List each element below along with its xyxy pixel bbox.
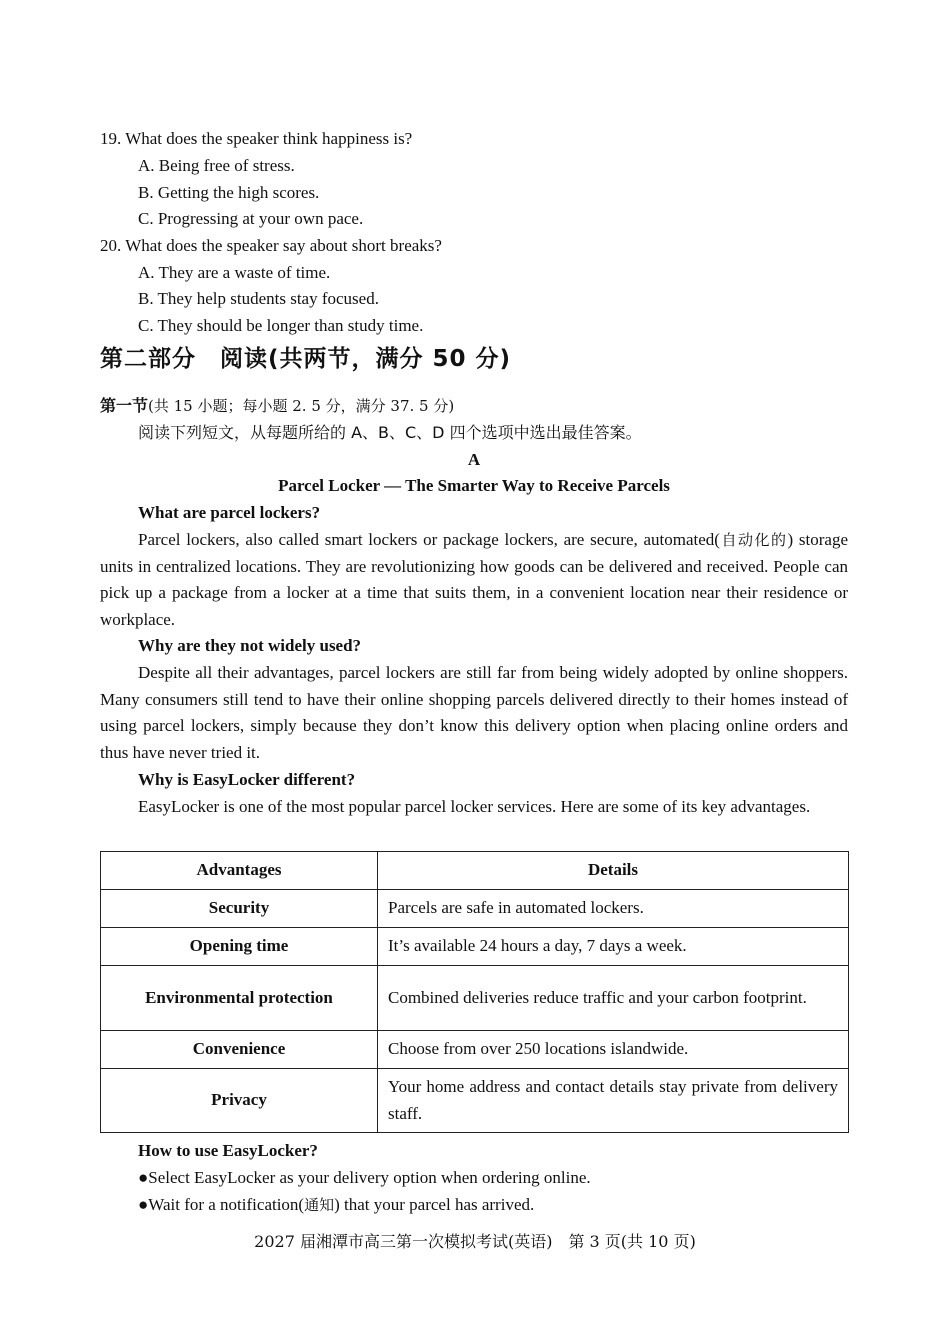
- table-cell-value: Combined deliveries reduce traffic and your carbon footprint.: [378, 966, 849, 1031]
- page-footer: 2027 届湘潭市高三第一次模拟考试(英语) 第 3 页(共 10 页): [254, 1232, 696, 1251]
- bullet-select-option: ●Select EasyLocker as your delivery option when ordering online.: [138, 1168, 591, 1187]
- paragraph-1-part-b: ) storage units in centralized locations. They are revolutionizing how goods can be delivered and received. People can pick up a package from a locker at a time that suits them, in a convenient location near their residence or workplace.: [100, 530, 848, 629]
- section-instruction: 阅读下列短文，从每题所给的 A、B、C、D 四个选项中选出最佳答案。: [138, 423, 642, 442]
- option-20-c: C. They should be longer than study time.: [138, 316, 424, 335]
- table-row: [101, 966, 849, 1031]
- option-20-a: A. They are a waste of time.: [138, 263, 331, 282]
- paragraph-1: [100, 527, 848, 633]
- table-cell-key: Security: [101, 890, 378, 928]
- table-row: [101, 928, 849, 966]
- bullet-wait-notification: [138, 1192, 534, 1219]
- paragraph-3: EasyLocker is one of the most popular parcel locker services. Here are some of its key advantages.: [138, 797, 811, 816]
- subsection-label: 第一节: [100, 396, 149, 415]
- table-row: [101, 1031, 849, 1069]
- table-cell-key: Environmental protection: [101, 966, 378, 1031]
- section-subtitle: [100, 393, 454, 420]
- advantages-table: [100, 851, 849, 1133]
- heading-why-not-used: Why are they not widely used?: [138, 636, 362, 655]
- passage-letter: A: [467, 450, 481, 469]
- paragraph-1-part-a: Parcel lockers, also called smart lockers or package lockers, are secure, automated(: [138, 530, 720, 549]
- option-19-c: C. Progressing at your own pace.: [138, 209, 364, 228]
- heading-why-different: Why is EasyLocker different?: [138, 770, 356, 789]
- paragraph-2: Despite all their advantages, parcel lockers are still far from being widely adopted by online shoppers. Many consumers still tend to have their online shopping parcels delivered directly to their homes instead of using parcel lockers, simply because they don’t know this delivery option when placing online orders and thus have never tried it.: [100, 663, 848, 762]
- table-cell-value: Your home address and contact details stay private from delivery staff.: [378, 1069, 849, 1133]
- table-cell-value: Parcels are safe in automated lockers.: [378, 890, 849, 928]
- passage-title: Parcel Locker — The Smarter Way to Receive Parcels: [278, 476, 670, 495]
- paragraph-1-gloss: 自动化的: [719, 531, 788, 549]
- table-header-details: Details: [378, 852, 849, 890]
- question-19: 19. What does the speaker think happiness is?: [100, 129, 413, 148]
- table-cell-key: Opening time: [101, 928, 378, 966]
- table-header-advantages: Advantages: [101, 852, 378, 890]
- bullet-2-part-a: ●Wait for a notification(: [138, 1195, 305, 1214]
- table-cell-value: It’s available 24 hours a day, 7 days a week.: [378, 928, 849, 966]
- table-cell-key: Privacy: [101, 1069, 378, 1133]
- table-cell-value: Choose from over 250 locations islandwide.: [378, 1031, 849, 1069]
- subsection-scoring: (共 15 小题；每小题 2. 5 分，满分 37. 5 分): [148, 397, 455, 415]
- option-19-b: B. Getting the high scores.: [138, 183, 320, 202]
- heading-what-are-lockers: What are parcel lockers?: [138, 503, 321, 522]
- heading-how-to-use: How to use EasyLocker?: [138, 1141, 318, 1160]
- table-row: [101, 1069, 849, 1133]
- table-cell-key: Convenience: [101, 1031, 378, 1069]
- bullet-2-gloss: 通知: [304, 1196, 335, 1214]
- bullet-2-part-b: ) that your parcel has arrived.: [334, 1195, 535, 1214]
- table-header-row: [101, 852, 849, 890]
- question-20: 20. What does the speaker say about short breaks?: [100, 236, 442, 255]
- table-row: [101, 890, 849, 928]
- option-20-b: B. They help students stay focused.: [138, 289, 379, 308]
- option-19-a: A. Being free of stress.: [138, 156, 295, 175]
- section-title: 第二部分 阅读(共两节，满分 50 分): [100, 346, 512, 372]
